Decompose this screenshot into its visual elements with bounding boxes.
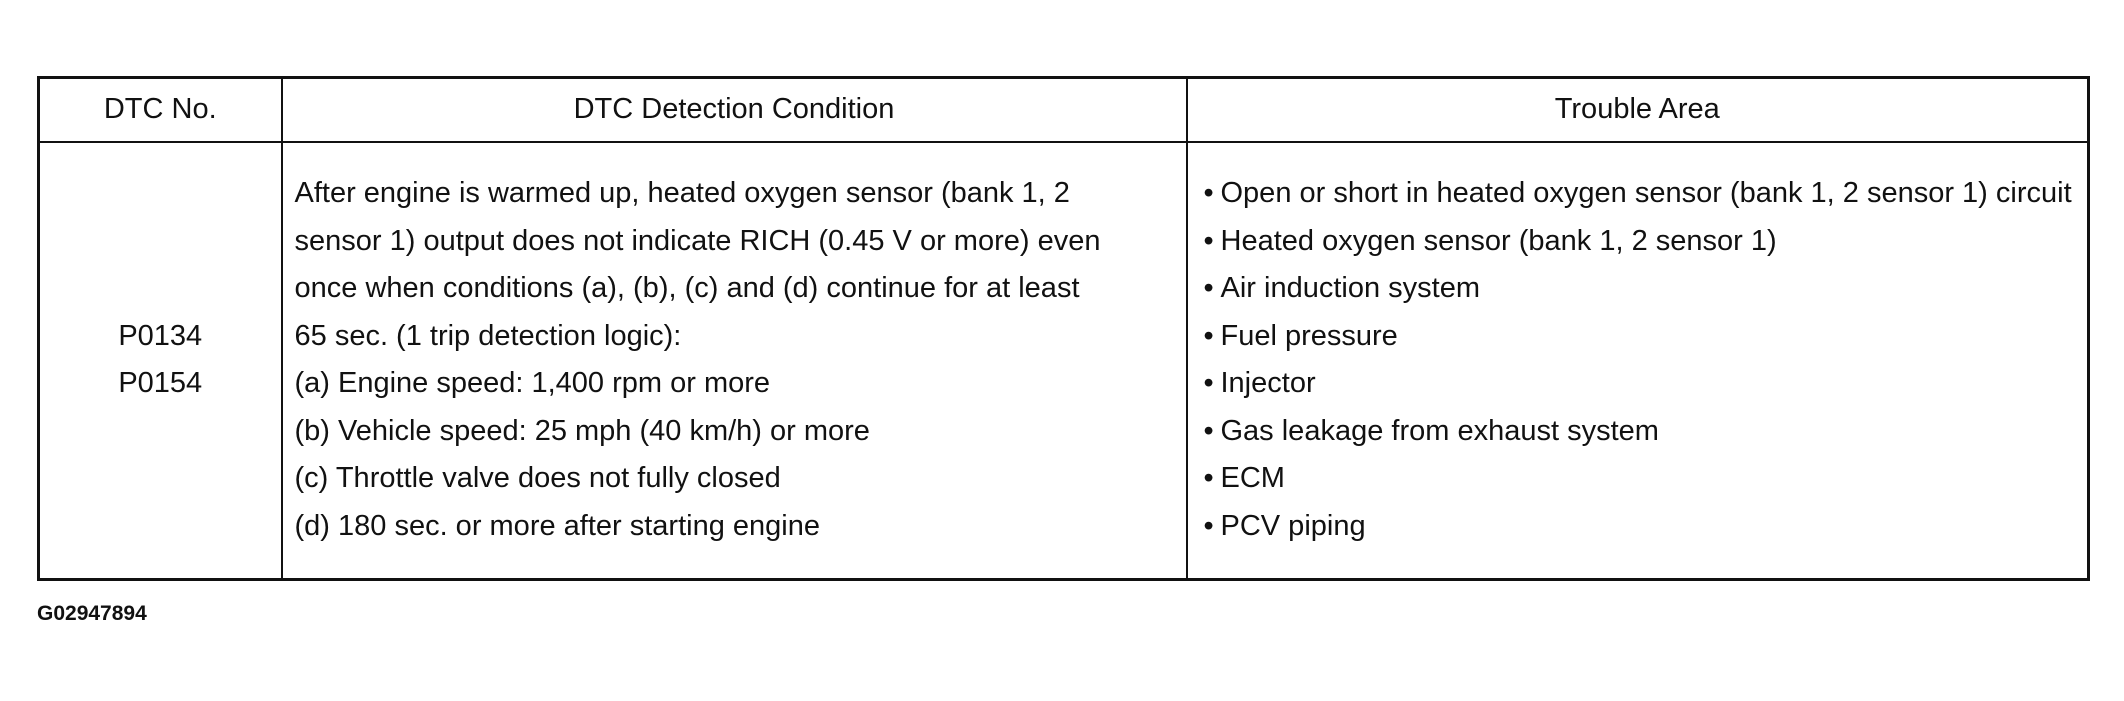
trouble-area-text: Heated oxygen sensor (bank 1, 2 sensor 1) xyxy=(1220,224,1777,257)
condition-line: 65 sec. (1 trip detection logic): xyxy=(294,319,682,352)
bullet-icon: • xyxy=(1203,177,1214,210)
list-item xyxy=(1204,408,2074,456)
condition-line: (b) Vehicle speed: 25 mph (40 km/h) or more xyxy=(294,414,870,447)
trouble-area-list xyxy=(1204,170,2074,550)
header-dtc-no: DTC No. xyxy=(39,78,282,142)
table-header-row xyxy=(39,78,2089,142)
list-item xyxy=(1204,265,2074,313)
trouble-area-text: PCV piping xyxy=(1220,509,1366,542)
condition-line: once when conditions (a), (b), (c) and (d) continue for at least xyxy=(294,272,1080,305)
bullet-icon: • xyxy=(1203,224,1214,257)
condition-line: After engine is warmed up, heated oxygen sensor (bank 1, 2 xyxy=(294,177,1070,210)
trouble-area-text: Air induction system xyxy=(1220,272,1480,305)
bullet-icon: • xyxy=(1203,272,1214,305)
list-item xyxy=(1204,218,2074,266)
figure-id: G02947894 xyxy=(37,602,147,625)
list-item xyxy=(1204,170,2074,218)
trouble-area-text: Injector xyxy=(1220,367,1316,400)
bullet-icon: • xyxy=(1203,367,1214,400)
dtc-code: P0154 xyxy=(118,367,203,400)
condition-line: (d) 180 sec. or more after starting engine xyxy=(294,509,820,542)
dtc-code: P0134 xyxy=(118,319,203,352)
bullet-icon: • xyxy=(1203,509,1214,542)
list-item xyxy=(1204,503,2074,551)
trouble-area-text: Fuel pressure xyxy=(1220,319,1398,352)
list-item xyxy=(1204,455,2074,503)
bullet-icon: • xyxy=(1203,414,1214,447)
condition-line: sensor 1) output does not indicate RICH (0.45 V or more) even xyxy=(294,224,1101,257)
trouble-area-text: Gas leakage from exhaust system xyxy=(1220,414,1659,447)
header-trouble-area: Trouble Area xyxy=(1187,78,2089,142)
table-row xyxy=(39,142,2089,580)
condition-line: (c) Throttle valve does not fully closed xyxy=(294,462,781,495)
condition-line: (a) Engine speed: 1,400 rpm or more xyxy=(294,367,771,400)
list-item xyxy=(1204,313,2074,361)
trouble-area-cell xyxy=(1187,142,2089,580)
list-item xyxy=(1204,360,2074,408)
dtc-table xyxy=(37,76,2090,581)
trouble-area-text: ECM xyxy=(1220,462,1285,495)
header-detection-condition: DTC Detection Condition xyxy=(282,78,1187,142)
bullet-icon: • xyxy=(1203,319,1214,352)
trouble-area-text: Open or short in heated oxygen sensor (bank 1, 2 sensor 1) circuit xyxy=(1220,177,2072,210)
bullet-icon: • xyxy=(1203,462,1214,495)
detection-condition-cell xyxy=(282,142,1187,580)
dtc-number-cell xyxy=(39,142,282,580)
